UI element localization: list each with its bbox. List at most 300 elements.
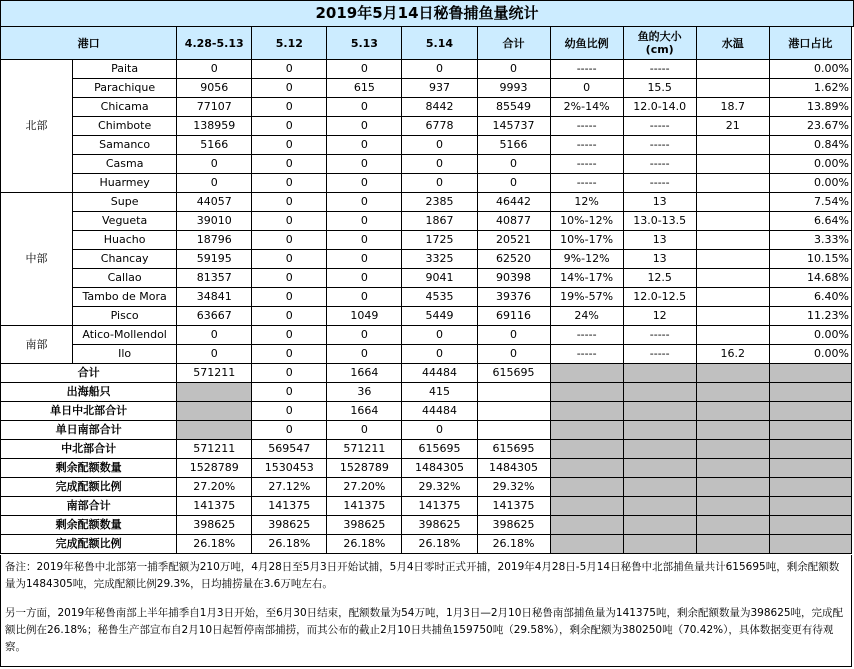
cell-temp xyxy=(696,231,769,250)
cell-c4: 615695 xyxy=(402,440,477,459)
region-label: 中部 xyxy=(1,193,73,326)
port-name: Paita xyxy=(73,60,177,79)
empty-cell xyxy=(550,516,623,535)
empty-cell xyxy=(769,535,851,554)
cell-c1: 26.18% xyxy=(177,535,252,554)
cell-share: 14.68% xyxy=(769,269,851,288)
cell-share: 7.54% xyxy=(769,193,851,212)
header-cell: 5.12 xyxy=(252,27,327,60)
cell-total: 0 xyxy=(477,174,550,193)
cell-c2: 569547 xyxy=(252,440,327,459)
cell-c3: 0 xyxy=(327,98,402,117)
cell-c2: 0 xyxy=(252,307,327,326)
cell-juv: ----- xyxy=(550,155,623,174)
empty-cell xyxy=(769,497,851,516)
port-name: Parachique xyxy=(73,79,177,98)
summary-label: 剩余配额数量 xyxy=(1,516,177,535)
cell-total: 141375 xyxy=(477,497,550,516)
cell-juv: ----- xyxy=(550,326,623,345)
cell-c1 xyxy=(177,383,252,402)
cell-total: 29.32% xyxy=(477,478,550,497)
cell-c3: 0 xyxy=(327,421,402,440)
cell-c4: 2385 xyxy=(402,193,477,212)
empty-cell xyxy=(769,459,851,478)
cell-juv: 10%-17% xyxy=(550,231,623,250)
cell-c4: 3325 xyxy=(402,250,477,269)
cell-share: 0.00% xyxy=(769,174,851,193)
cell-total: 90398 xyxy=(477,269,550,288)
cell-c3: 141375 xyxy=(327,497,402,516)
cell-c3: 0 xyxy=(327,288,402,307)
cell-total: 0 xyxy=(477,60,550,79)
port-name: Chimbote xyxy=(73,117,177,136)
cell-c4: 0 xyxy=(402,326,477,345)
table-row xyxy=(1,193,852,212)
table-row xyxy=(1,117,852,136)
cell-c1: 0 xyxy=(177,174,252,193)
cell-c1: 34841 xyxy=(177,288,252,307)
region-label: 北部 xyxy=(1,60,73,193)
empty-cell xyxy=(550,440,623,459)
empty-cell xyxy=(696,402,769,421)
cell-c2: 141375 xyxy=(252,497,327,516)
empty-cell xyxy=(550,383,623,402)
table-row xyxy=(1,288,852,307)
empty-cell xyxy=(623,402,696,421)
empty-cell xyxy=(696,440,769,459)
cell-share: 11.23% xyxy=(769,307,851,326)
empty-cell xyxy=(769,440,851,459)
summary-row xyxy=(1,478,852,497)
empty-cell xyxy=(623,421,696,440)
cell-share: 6.40% xyxy=(769,288,851,307)
cell-c4: 44484 xyxy=(402,402,477,421)
cell-c3: 0 xyxy=(327,136,402,155)
cell-c1: 0 xyxy=(177,60,252,79)
cell-c2: 0 xyxy=(252,136,327,155)
empty-cell xyxy=(696,421,769,440)
cell-c1: 77107 xyxy=(177,98,252,117)
cell-c4: 1484305 xyxy=(402,459,477,478)
cell-size: ----- xyxy=(623,117,696,136)
cell-c2: 0 xyxy=(252,421,327,440)
cell-temp: 18.7 xyxy=(696,98,769,117)
cell-total: 0 xyxy=(477,345,550,364)
cell-juv: 2%-14% xyxy=(550,98,623,117)
cell-c3: 0 xyxy=(327,117,402,136)
cell-temp xyxy=(696,136,769,155)
cell-juv: ----- xyxy=(550,136,623,155)
empty-cell xyxy=(550,478,623,497)
cell-size: ----- xyxy=(623,155,696,174)
cell-c1: 398625 xyxy=(177,516,252,535)
table-row xyxy=(1,250,852,269)
cell-c3: 1528789 xyxy=(327,459,402,478)
empty-cell xyxy=(696,478,769,497)
cell-c2: 0 xyxy=(252,231,327,250)
cell-c4: 141375 xyxy=(402,497,477,516)
cell-c1: 18796 xyxy=(177,231,252,250)
cell-total: 69116 xyxy=(477,307,550,326)
table-row xyxy=(1,212,852,231)
cell-c1: 1528789 xyxy=(177,459,252,478)
empty-cell xyxy=(550,535,623,554)
port-name: Ilo xyxy=(73,345,177,364)
notes xyxy=(0,555,852,667)
cell-c2: 0 xyxy=(252,117,327,136)
region-label: 南部 xyxy=(1,326,73,364)
cell-total: 615695 xyxy=(477,440,550,459)
cell-juv: ----- xyxy=(550,174,623,193)
cell-c2: 0 xyxy=(252,155,327,174)
cell-c2: 0 xyxy=(252,60,327,79)
empty-cell xyxy=(769,478,851,497)
cell-c3: 0 xyxy=(327,155,402,174)
cell-share: 0.00% xyxy=(769,60,851,79)
empty-cell xyxy=(769,402,851,421)
cell-total xyxy=(477,383,550,402)
cell-total: 0 xyxy=(477,155,550,174)
summary-row xyxy=(1,421,852,440)
empty-cell xyxy=(696,459,769,478)
header-fish-size-line2: (cm) xyxy=(645,43,674,56)
cell-juv: ----- xyxy=(550,117,623,136)
cell-c3: 1049 xyxy=(327,307,402,326)
cell-c3: 27.20% xyxy=(327,478,402,497)
cell-c3: 0 xyxy=(327,345,402,364)
cell-c4: 26.18% xyxy=(402,535,477,554)
header-port: 港口 xyxy=(1,27,177,60)
port-name: Huarmey xyxy=(73,174,177,193)
table-row xyxy=(1,136,852,155)
cell-c4: 415 xyxy=(402,383,477,402)
port-name: Casma xyxy=(73,155,177,174)
cell-total: 62520 xyxy=(477,250,550,269)
cell-temp xyxy=(696,60,769,79)
cell-c2: 0 xyxy=(252,326,327,345)
cell-total: 39376 xyxy=(477,288,550,307)
port-name: Chicama xyxy=(73,98,177,117)
summary-row xyxy=(1,440,852,459)
cell-c4: 0 xyxy=(402,155,477,174)
cell-temp xyxy=(696,79,769,98)
cell-c3: 36 xyxy=(327,383,402,402)
cell-c2: 0 xyxy=(252,345,327,364)
cell-total: 46442 xyxy=(477,193,550,212)
cell-c3: 1664 xyxy=(327,364,402,383)
cell-c2: 26.18% xyxy=(252,535,327,554)
summary-label: 单日南部合计 xyxy=(1,421,177,440)
summary-label: 南部合计 xyxy=(1,497,177,516)
cell-c3: 0 xyxy=(327,193,402,212)
cell-c2: 0 xyxy=(252,288,327,307)
port-name: Callao xyxy=(73,269,177,288)
cell-total: 20521 xyxy=(477,231,550,250)
cell-c4: 0 xyxy=(402,174,477,193)
cell-size: ----- xyxy=(623,60,696,79)
cell-total: 26.18% xyxy=(477,535,550,554)
cell-size: 13 xyxy=(623,193,696,212)
cell-c4: 9041 xyxy=(402,269,477,288)
summary-label: 完成配额比例 xyxy=(1,478,177,497)
cell-c1 xyxy=(177,421,252,440)
cell-c4: 29.32% xyxy=(402,478,477,497)
summary-label: 完成配额比例 xyxy=(1,535,177,554)
empty-cell xyxy=(696,383,769,402)
empty-cell xyxy=(696,516,769,535)
cell-c2: 0 xyxy=(252,174,327,193)
header-fish-size xyxy=(623,27,696,60)
header-cell: 5.14 xyxy=(402,27,477,60)
cell-c2: 0 xyxy=(252,383,327,402)
cell-c1: 0 xyxy=(177,345,252,364)
cell-c3: 0 xyxy=(327,250,402,269)
cell-temp xyxy=(696,288,769,307)
cell-c1: 59195 xyxy=(177,250,252,269)
empty-cell xyxy=(550,459,623,478)
cell-size: 12.0-14.0 xyxy=(623,98,696,117)
cell-temp xyxy=(696,307,769,326)
table-row xyxy=(1,79,852,98)
cell-c1: 141375 xyxy=(177,497,252,516)
cell-c3: 1664 xyxy=(327,402,402,421)
empty-cell xyxy=(769,383,851,402)
cell-c4: 937 xyxy=(402,79,477,98)
cell-c3: 0 xyxy=(327,212,402,231)
port-name: Atico-Mollendol xyxy=(73,326,177,345)
empty-cell xyxy=(550,497,623,516)
cell-juv: 24% xyxy=(550,307,623,326)
cell-c3: 0 xyxy=(327,60,402,79)
header-fish-size-line1: 鱼的大小 xyxy=(637,30,682,43)
cell-temp xyxy=(696,174,769,193)
cell-size: 15.5 xyxy=(623,79,696,98)
cell-c1: 9056 xyxy=(177,79,252,98)
cell-c3: 571211 xyxy=(327,440,402,459)
table-row xyxy=(1,231,852,250)
port-name: Tambo de Mora xyxy=(73,288,177,307)
cell-juv: ----- xyxy=(550,345,623,364)
table-row xyxy=(1,345,852,364)
summary-row xyxy=(1,459,852,478)
cell-share: 3.33% xyxy=(769,231,851,250)
note-south: 另一方面，2019年秘鲁南部上半年捕季自1月3日开始，至6月30日结束，配额数量为54万吨，1月3日—2月10日秘鲁南部捕鱼量为141375吨，剩余配额数量为398625吨，完成配额比例在26.18%；秘鲁生产部宣布自2月10日起暂停南部捕捞，而其公布的截止2月10日共捕鱼159750吨（29.58%），剩余配额为380250吨（70.42%），具体数据变更有待观察。 xyxy=(5,607,844,653)
table-row xyxy=(1,155,852,174)
cell-juv: 12% xyxy=(550,193,623,212)
summary-label: 剩余配额数量 xyxy=(1,459,177,478)
empty-cell xyxy=(623,459,696,478)
cell-c1: 571211 xyxy=(177,364,252,383)
cell-c2: 0 xyxy=(252,250,327,269)
table-row xyxy=(1,98,852,117)
cell-juv: 10%-12% xyxy=(550,212,623,231)
cell-total: 145737 xyxy=(477,117,550,136)
cell-total: 398625 xyxy=(477,516,550,535)
cell-c1: 0 xyxy=(177,326,252,345)
cell-juv: 19%-57% xyxy=(550,288,623,307)
cell-c4: 5449 xyxy=(402,307,477,326)
cell-share: 0.00% xyxy=(769,345,851,364)
cell-temp: 16.2 xyxy=(696,345,769,364)
cell-temp xyxy=(696,326,769,345)
cell-c1: 63667 xyxy=(177,307,252,326)
header-cell: 合计 xyxy=(477,27,550,60)
cell-c1: 27.20% xyxy=(177,478,252,497)
summary-row xyxy=(1,402,852,421)
empty-cell xyxy=(696,535,769,554)
port-name: Chancay xyxy=(73,250,177,269)
cell-total: 0 xyxy=(477,326,550,345)
cell-temp: 21 xyxy=(696,117,769,136)
cell-c2: 27.12% xyxy=(252,478,327,497)
cell-c4: 1867 xyxy=(402,212,477,231)
cell-size: 12.5 xyxy=(623,269,696,288)
cell-c1: 138959 xyxy=(177,117,252,136)
cell-size: ----- xyxy=(623,136,696,155)
cell-c4: 0 xyxy=(402,421,477,440)
cell-size: 12.0-12.5 xyxy=(623,288,696,307)
summary-label: 单日中北部合计 xyxy=(1,402,177,421)
cell-c4: 0 xyxy=(402,345,477,364)
cell-total: 9993 xyxy=(477,79,550,98)
summary-row xyxy=(1,383,852,402)
cell-c4: 1725 xyxy=(402,231,477,250)
header-cell: 4.28-5.13 xyxy=(177,27,252,60)
cell-c1: 5166 xyxy=(177,136,252,155)
cell-share: 0.00% xyxy=(769,155,851,174)
cell-c2: 0 xyxy=(252,193,327,212)
cell-share: 23.67% xyxy=(769,117,851,136)
cell-c1: 39010 xyxy=(177,212,252,231)
cell-juv: ----- xyxy=(550,60,623,79)
empty-cell xyxy=(623,440,696,459)
empty-cell xyxy=(696,497,769,516)
summary-row xyxy=(1,535,852,554)
cell-c3: 615 xyxy=(327,79,402,98)
table-row xyxy=(1,269,852,288)
cell-size: ----- xyxy=(623,174,696,193)
cell-c2: 398625 xyxy=(252,516,327,535)
empty-cell xyxy=(623,497,696,516)
cell-c1: 571211 xyxy=(177,440,252,459)
cell-total: 615695 xyxy=(477,364,550,383)
cell-total: 1484305 xyxy=(477,459,550,478)
cell-total: 5166 xyxy=(477,136,550,155)
summary-label: 中北部合计 xyxy=(1,440,177,459)
cell-c3: 26.18% xyxy=(327,535,402,554)
empty-cell xyxy=(623,383,696,402)
table-row xyxy=(1,326,852,345)
cell-temp xyxy=(696,155,769,174)
cell-juv: 9%-12% xyxy=(550,250,623,269)
cell-c1 xyxy=(177,402,252,421)
port-name: Pisco xyxy=(73,307,177,326)
cell-size: 13.0-13.5 xyxy=(623,212,696,231)
cell-c3: 398625 xyxy=(327,516,402,535)
cell-c3: 0 xyxy=(327,326,402,345)
cell-c1: 44057 xyxy=(177,193,252,212)
cell-c4: 8442 xyxy=(402,98,477,117)
cell-c4: 4535 xyxy=(402,288,477,307)
cell-c3: 0 xyxy=(327,231,402,250)
cell-size: ----- xyxy=(623,326,696,345)
empty-cell xyxy=(623,478,696,497)
header-cell: 港口占比 xyxy=(769,27,851,60)
empty-cell xyxy=(550,402,623,421)
cell-c3: 0 xyxy=(327,269,402,288)
table-header-row xyxy=(1,27,852,60)
cell-share: 13.89% xyxy=(769,98,851,117)
cell-juv: 14%-17% xyxy=(550,269,623,288)
header-cell: 幼鱼比例 xyxy=(550,27,623,60)
table-row xyxy=(1,60,852,79)
empty-cell xyxy=(623,364,696,383)
cell-size: 12 xyxy=(623,307,696,326)
cell-c3: 0 xyxy=(327,174,402,193)
cell-c4: 398625 xyxy=(402,516,477,535)
empty-cell xyxy=(769,364,851,383)
cell-share: 10.15% xyxy=(769,250,851,269)
empty-cell xyxy=(623,516,696,535)
empty-cell xyxy=(550,364,623,383)
summary-label: 合计 xyxy=(1,364,177,383)
cell-c2: 0 xyxy=(252,212,327,231)
empty-cell xyxy=(623,535,696,554)
cell-c4: 0 xyxy=(402,136,477,155)
cell-size: 13 xyxy=(623,250,696,269)
port-name: Supe xyxy=(73,193,177,212)
port-name: Samanco xyxy=(73,136,177,155)
cell-c4: 44484 xyxy=(402,364,477,383)
cell-c2: 0 xyxy=(252,364,327,383)
cell-c2: 1530453 xyxy=(252,459,327,478)
cell-share: 6.64% xyxy=(769,212,851,231)
cell-c4: 6778 xyxy=(402,117,477,136)
cell-share: 1.62% xyxy=(769,79,851,98)
table-row xyxy=(1,174,852,193)
empty-cell xyxy=(550,421,623,440)
cell-total: 85549 xyxy=(477,98,550,117)
cell-temp xyxy=(696,212,769,231)
cell-c2: 0 xyxy=(252,402,327,421)
cell-temp xyxy=(696,250,769,269)
port-name: Vegueta xyxy=(73,212,177,231)
summary-row xyxy=(1,516,852,535)
cell-total xyxy=(477,402,550,421)
cell-size: ----- xyxy=(623,345,696,364)
catch-table xyxy=(0,26,852,554)
summary-row xyxy=(1,497,852,516)
cell-c2: 0 xyxy=(252,98,327,117)
cell-size: 13 xyxy=(623,231,696,250)
empty-cell xyxy=(769,421,851,440)
cell-c1: 81357 xyxy=(177,269,252,288)
cell-temp xyxy=(696,193,769,212)
cell-c2: 0 xyxy=(252,269,327,288)
cell-total: 40877 xyxy=(477,212,550,231)
page-title: 2019年5月14日秘鲁捕鱼量统计 xyxy=(0,0,854,27)
empty-cell xyxy=(696,364,769,383)
cell-temp xyxy=(696,269,769,288)
cell-c2: 0 xyxy=(252,79,327,98)
note-north: 备注：2019年秘鲁中北部第一捕季配额为210万吨，4月28日至5月3日开始试捕，5月4日零时正式开捕，2019年4月28日-5月14日秘鲁中北部捕鱼量共计615695吨，剩余配额数量为1484305吨，完成配额比例29.3%，日均捕捞量在3.6万吨左右。 xyxy=(5,561,840,590)
cell-c1: 0 xyxy=(177,155,252,174)
cell-share: 0.84% xyxy=(769,136,851,155)
cell-juv: 0 xyxy=(550,79,623,98)
summary-row xyxy=(1,364,852,383)
header-cell: 5.13 xyxy=(327,27,402,60)
summary-label: 出海船只 xyxy=(1,383,177,402)
